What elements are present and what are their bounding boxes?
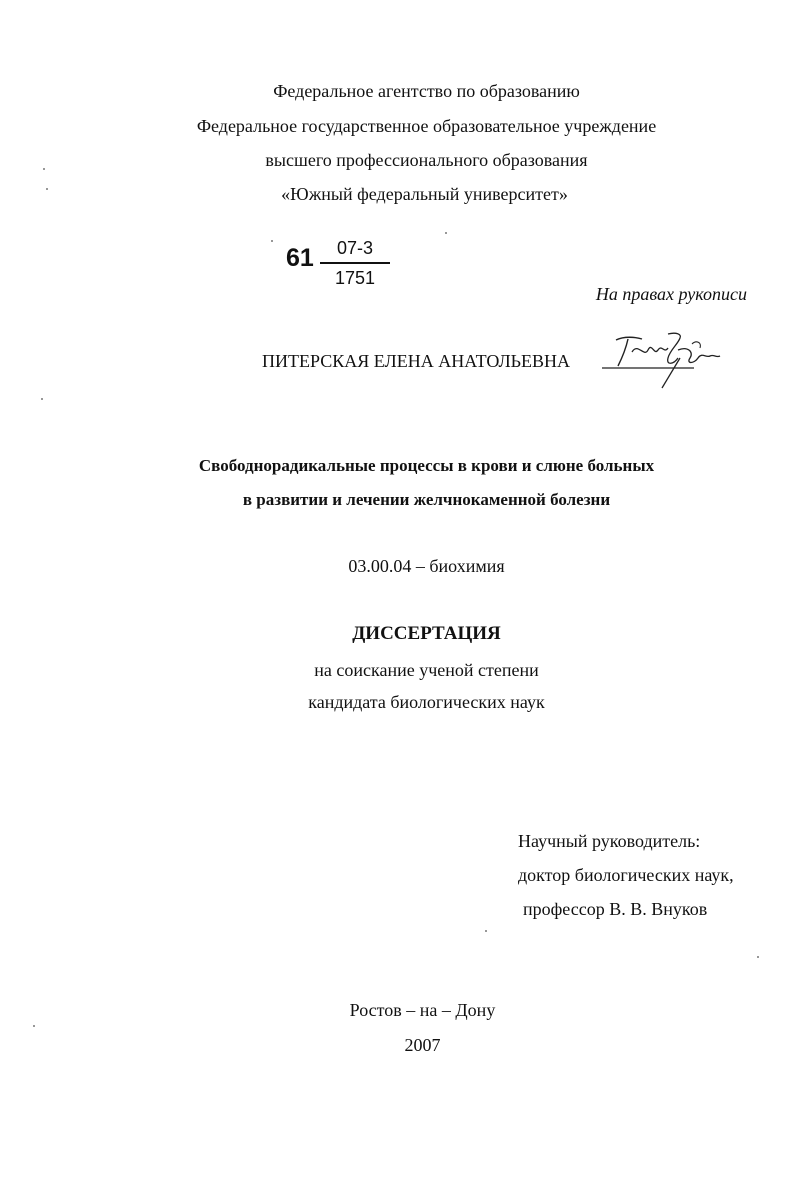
scan-speck xyxy=(271,240,273,242)
shelf-mark-denominator: 1751 xyxy=(335,268,376,288)
city: Ростов – на – Дону xyxy=(349,1000,496,1020)
education-level-line: высшего профессионального образования xyxy=(265,150,588,170)
degree-line-1: на соискание ученой степени xyxy=(314,660,539,680)
specialty-code: 03.00.04 – биохимия xyxy=(348,556,505,576)
degree-line-2: кандидата биологических наук xyxy=(308,692,545,712)
scan-speck xyxy=(445,232,447,234)
scan-speck xyxy=(485,930,487,932)
dissertation-title-line-2: в развитии и лечении желчнокаменной болезни xyxy=(242,490,611,509)
advisor-name: профессор В. В. Внуков xyxy=(523,899,708,919)
scan-speck xyxy=(33,1025,35,1027)
university-name: «Южный федеральный университет» xyxy=(281,184,568,204)
manuscript-rights-note: На правах рукописи xyxy=(595,284,747,304)
institution-line: Федеральное государственное образовательное учреждение xyxy=(196,116,657,136)
shelf-mark-stamp xyxy=(286,236,406,292)
scan-speck xyxy=(46,188,48,190)
document-type-heading: ДИССЕРТАЦИЯ xyxy=(352,623,501,644)
scan-speck xyxy=(43,168,45,170)
author-signature xyxy=(598,328,728,398)
dissertation-title-line-1: Свободнорадикальные процессы в крови и слюне больных xyxy=(198,456,655,475)
shelf-mark-prefix: 61 xyxy=(286,244,314,272)
scan-speck xyxy=(41,398,43,400)
year: 2007 xyxy=(404,1035,441,1055)
shelf-mark-numerator: 07-3 xyxy=(337,238,374,258)
advisor-degree: доктор биологических наук, xyxy=(518,865,734,885)
shelf-mark-fraction-line xyxy=(320,262,390,264)
agency-line: Федеральное агентство по образованию xyxy=(273,81,580,101)
scan-speck xyxy=(757,956,759,958)
advisor-label: Научный руководитель: xyxy=(518,831,701,851)
author-name: ПИТЕРСКАЯ ЕЛЕНА АНАТОЛЬЕВНА xyxy=(262,351,571,371)
